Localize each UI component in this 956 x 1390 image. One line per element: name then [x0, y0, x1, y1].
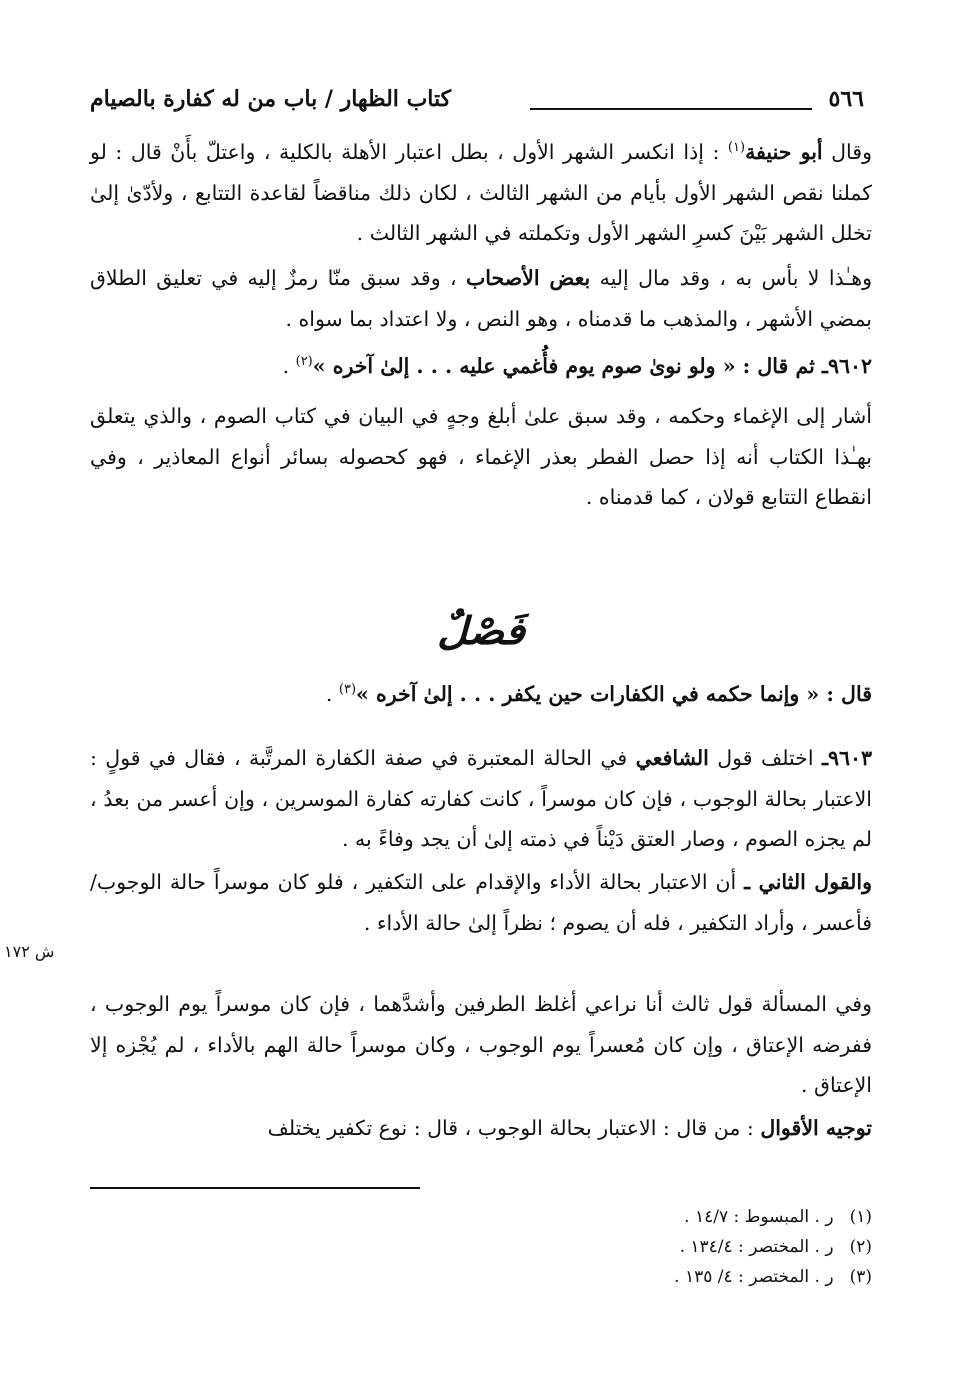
footnote-text: ر . المختصر : ٤/ ١٣٥ .	[674, 1267, 834, 1287]
paragraph-second-opinion	[90, 862, 872, 943]
paragraph-qala	[90, 674, 872, 715]
p1-text-c: : إذا انكسر الشهر الأول ، بطل اعتبار الأهلة بالكلية ، واعتلّ بأَنْ قال : لو كملنا نقص الشهر الأول بأيام من الشهر الثالث ، لكان ذلك مناقضاً لقاعدة التتابع ، ولأدّىٰ إلىٰ تخلل الشهر بَيْنَ كسرِ الشهر الأول وتكملته في الشهر الثالث .	[90, 140, 872, 245]
fasl-text: فَصْلٌ	[437, 608, 525, 653]
p5-bold: قال : « وإنما حكمه في الكفارات حين يكفر . . . إلىٰ آخره »	[356, 682, 872, 706]
book-page	[4, 80, 873, 1370]
section-heading-fasl	[90, 608, 872, 653]
running-title: كتاب الظهار / باب من له كفارة بالصيام	[90, 86, 452, 112]
paragraph-third-opinion	[90, 984, 872, 1106]
p8-text: وفي المسألة قول ثالث أنا نراعي أغلظ الطرفين وأشدَّهما ، فإن كان موسراً يوم الوجوب ، ففرضه الإعتاق ، وإن كان مُعسراً يوم الوجوب ، وكان موسراً حالة الهم بالأداء ، لم يُجْزه إلا الإعتاق .	[90, 992, 872, 1097]
page-number: ٥٦٦	[828, 86, 864, 112]
paragraph-9602	[90, 346, 872, 387]
p7-text-b: أن الاعتبار بحالة الأداء والإقدام على التكفير ، فلو كان موسراً حالة الوجوب/ فأعسر ، وأراد التكفير ، فله أن يصوم ؛ نظراً إلىٰ حالة الأداء .	[90, 870, 872, 935]
page-header	[90, 80, 872, 124]
p2-text-c: ، وقد سبق منّا رمزٌ إليه في تعليق الطلاق بمضي الأشهر ، والمذهب ما قدمناه ، وهو النص ، ولا اعتداد بما سواه .	[90, 266, 872, 331]
footnote-rule	[90, 1187, 420, 1189]
p3-bold: ٩٦٠٢ـ ثم قال : « ولو نوىٰ صوم يوم فأُغمي عليه . . . إلىٰ آخره »	[312, 354, 872, 378]
p9-bold: توجيه الأقوال	[760, 1116, 872, 1140]
footnote-item	[674, 1262, 872, 1292]
p6-text-b: اختلف قول	[708, 746, 822, 770]
p5-text-c: .	[325, 682, 339, 706]
p3-text-c: .	[282, 354, 296, 378]
footnote-number: (٣)	[849, 1267, 872, 1287]
footnote-ref-3: (٣)	[338, 682, 357, 698]
paragraph-ashab	[90, 258, 872, 339]
footnote-ref-1: (١)	[727, 140, 746, 156]
footnote-ref-2: (٢)	[295, 354, 313, 370]
footnotes	[674, 1202, 872, 1292]
paragraph-ighma	[90, 396, 872, 518]
footnote-number: (١)	[849, 1207, 872, 1227]
paragraph-9603	[90, 738, 872, 860]
p4-text: أشار إلى الإغماء وحكمه ، وقد سبق علىٰ أبلغ وجهٍ في البيان في كتاب الصوم ، والذي يتعلق بهـٰذا الكتاب أنه إذا حصل الفطر بعذر الإغماء ، فهو كحصوله بسائر أنواع المعاذير ، وفي انقطاع التتابع قولان ، كما قدمناه .	[90, 404, 872, 509]
paragraph-tawjih	[90, 1108, 872, 1149]
margin-note: ش ١٧٢	[4, 942, 55, 961]
header-rule	[530, 108, 812, 110]
p2-text-a: وهـٰذا لا بأس به ، وقد مال إليه	[590, 266, 873, 290]
footnote-text: ر . المبسوط : ١٤/٧ .	[684, 1207, 834, 1227]
p9-text-b: : من قال : الاعتبار بحالة الوجوب ، قال : نوع تكفير يختلف	[267, 1116, 761, 1140]
p1-text-a: وقال	[822, 140, 873, 164]
footnote-item	[674, 1232, 872, 1262]
p2-bold: بعض الأصحاب	[465, 266, 591, 290]
p6-bold-shafii: الشافعي	[635, 746, 709, 770]
p6-text-d: في الحالة المعتبرة في صفة الكفارة المرتَّبة ، فقال في قولٍ : الاعتبار بحالة الوجوب ، فإن كان موسراً ، كانت كفارته كفارة الموسرين ، وإن أعسر من بعدُ ، لم يجزه الصوم ، وصار العتق دَيْناً في ذمته إلىٰ أن يجد وفاءً به .	[90, 746, 872, 851]
footnote-number: (٢)	[849, 1237, 872, 1257]
p1-bold-name: أبو حنيفة	[745, 140, 823, 164]
p6-number: ٩٦٠٣ـ	[821, 746, 872, 770]
footnote-item	[674, 1202, 872, 1232]
p7-bold: والقول الثاني ـ	[744, 870, 872, 894]
footnote-text: ر . المختصر : ١٣٤/٤ .	[679, 1237, 834, 1257]
paragraph-abu-hanifa	[90, 132, 872, 254]
